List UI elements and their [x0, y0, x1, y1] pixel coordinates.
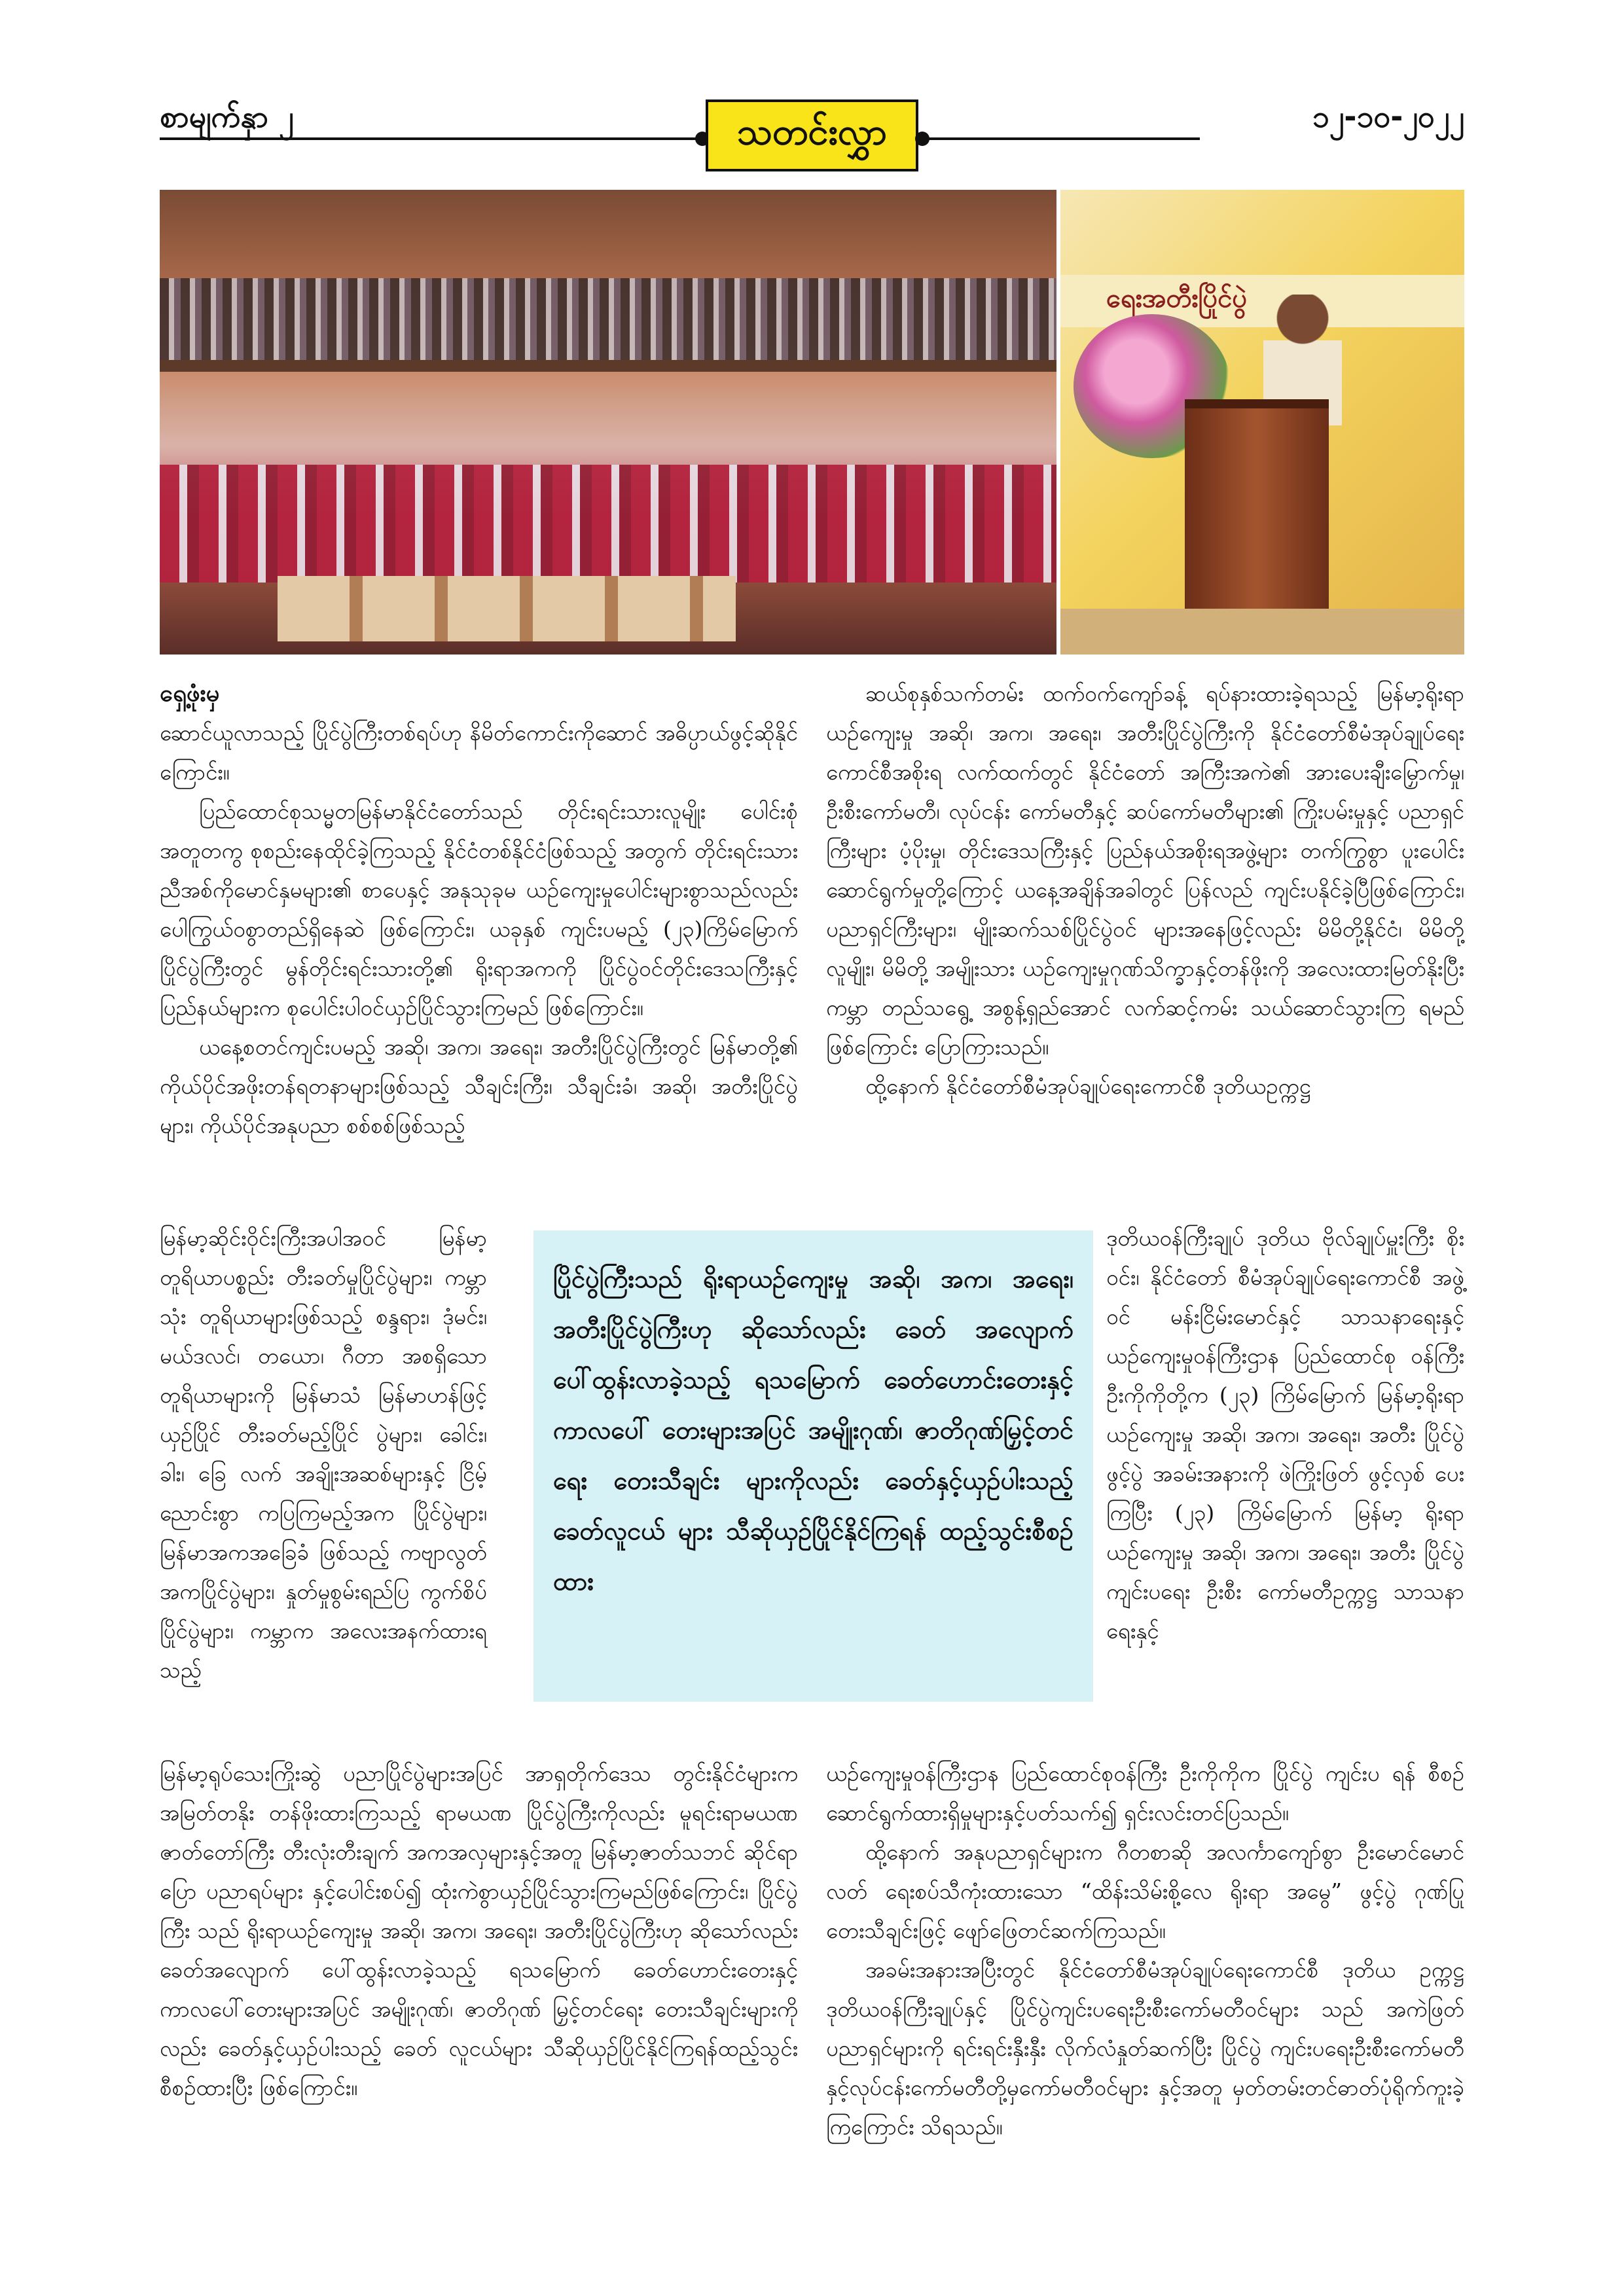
article-column-right-wrap: [1106, 1219, 1464, 1651]
auditorium-photo: [160, 190, 1056, 655]
masthead: သတင်းလွှာ: [706, 99, 918, 171]
article-paragraph: ပြည်ထောင်စုသမ္မတမြန်မာနိုင်ငံတော်သည် တိုင်းရင်းသားလူမျိုး ပေါင်းစုံ အတူတကွ စုစည်းနေထိုင်ခဲ့ကြသည့် နိုင်ငံတစ်နိုင်ငံဖြစ်သည့် အတွက် တိုင်းရင်းသားညီအစ်ကိုမောင်နှမများ၏ စာပေနှင့် အနုသုခုမ ယဉ်ကျေးမှုပေါင်းများစွာသည်လည်း ပေါကြွယ်ဝစွာတည်ရှိနေဆဲ ဖြစ်ကြောင်း၊ ယခုနှစ် ကျင်းပမည့် (၂၃)ကြိမ်မြောက် ပြိုင်ပွဲကြီးတွင် မွန်တိုင်းရင်းသားတို့၏ ရိုးရာအကကို ပြိုင်ပွဲဝင်တိုင်းဒေသကြီးနှင့် ပြည်နယ်များက စုပေါင်းပါဝင်ယှဉ်ပြိုင်သွားကြမည် ဖြစ်ကြောင်း။: [160, 798, 798, 1020]
balcony-rail: [160, 360, 1056, 372]
article-paragraph: ယဉ်ကျေးမှုဝန်ကြီးဌာန ပြည်ထောင်စုဝန်ကြီး ဦးကိုကိုက ပြိုင်ပွဲ ကျင်းပ ရန် စီစဉ်ဆောင်ရွက်ထားရှိမှုများနှင့်ပတ်သက်၍ ရှင်းလင်းတင်ပြသည်။: [826, 1761, 1464, 1825]
header-rule-left: [160, 137, 706, 140]
article-paragraph: ဆယ်စုနှစ်သက်တမ်း ထက်ဝက်ကျော်ခန့် ရပ်နားထားခဲ့ရသည့် မြန်မာ့ရိုးရာယဉ်ကျေးမှု အဆို၊ အက၊ အရေး၊ အတီးပြိုင်ပွဲကြီးကို နိုင်ငံတော်စီမံအုပ်ချုပ်ရေးကောင်စီအစိုးရ လက်ထက်တွင် နိုင်ငံတော် အကြီးအကဲ၏ အားပေးချီးမြှောက်မှု၊ ဦးစီးကော်မတီ၊ လုပ်ငန်း ကော်မတီနှင့် ဆပ်ကော်မတီများ၏ ကြိုးပမ်းမှုနှင့် ပညာရှင်ကြီးများ ပံ့ပိုးမှု၊ တိုင်းဒေသကြီးနှင့် ပြည်နယ်အစိုးရအဖွဲ့များ တက်ကြွစွာ ပူးပေါင်းဆောင်ရွက်မှုတို့ကြောင့် ယနေ့အချိန်အခါတွင် ပြန်လည် ကျင်းပနိုင်ခဲ့ပြီဖြစ်ကြောင်း၊ ပညာရှင်ကြီးများ၊ မျိုးဆက်သစ်ပြိုင်ပွဲဝင် များအနေဖြင့်လည်း မိမိတို့နိုင်ငံ၊ မိမိတို့လူမျိုး၊ မိမိတို့ အမျိုးသား ယဉ်ကျေးမှုဂုဏ်သိက္ခာနှင့်တန်ဖိုးကို အလေးထားမြတ်နိုးပြီး ကမ္ဘာ တည်သရွေ့ အစွန့်ရှည်အောင် လက်ဆင့်ကမ်း သယ်ဆောင်သွားကြ ရမည်ဖြစ်ကြောင်း ပြောကြားသည်။: [826, 681, 1464, 1060]
balcony-audience: [160, 278, 1056, 363]
article-paragraph: ထို့နောက် အနုပညာရှင်များက ဂီတစာဆို အလင်္ကာကျော်စွာ ဦးမောင်မောင်လတ် ရေးစပ်သီကုံးထားသော “ထိန်းသိမ်းစို့လေ ရိုးရာ အမွေ” ဖွင့်ပွဲ ဂုဏ်ပြုတေးသီချင်းဖြင့် ဖျော်ဖြေတင်ဆက်ကြသည်။: [826, 1839, 1464, 1943]
article-column-right-bottom: [826, 1754, 1464, 2147]
stage-banner-text: ရေးအတီးပြိုင်ပွဲ: [1106, 283, 1248, 314]
header-rule-right: [918, 137, 1200, 140]
issue-date: ၁၂-၁၀-၂၀၂၂: [1312, 99, 1464, 134]
article-paragraph: အခမ်းအနားအပြီးတွင် နိုင်ငံတော်စီမံအုပ်ချုပ်ရေးကောင်စီ ဒုတိယ ဥက္ကဋ္ဌ ဒုတိယဝန်ကြီးချုပ်နှင့် ပြိုင်ပွဲကျင်းပရေးဦးစီးကော်မတီဝင်များ သည် အကဲဖြတ်ပညာရှင်များကို ရင်းရင်းနှီးနှီး လိုက်လံနှုတ်ဆက်ပြီး ပြိုင်ပွဲ ကျင်းပရေးဦးစီးကော်မတီနှင့်လုပ်ငန်းကော်မတီတို့မှကော်မတီဝင်များ နှင့်အတူ မှတ်တမ်းတင်ဓာတ်ပုံရိုက်ကူးခဲ့ကြကြောင်း သိရသည်။: [826, 1957, 1464, 2140]
continued-from-label: ရှေ့ဖုံးမှ: [160, 680, 220, 707]
article-paragraph: ဒုတိယဝန်ကြီးချုပ် ဒုတိယ ဗိုလ်ချုပ်မှူးကြီး စိုးဝင်း၊ နိုင်ငံတော် စီမံအုပ်ချုပ်ရေးကောင်စီ အဖွဲ့ဝင် မန်းငြိမ်းမောင်နှင့် သာသနာရေးနှင့် ယဉ်ကျေးမှုဝန်ကြီးဌာန ပြည်ထောင်စု ဝန်ကြီး ဦးကိုကိုတို့က (၂၃) ကြိမ်မြောက် မြန်မာ့ရိုးရာ ယဉ်ကျေးမှု အဆို၊ အက၊ အရေး၊ အတီး ပြိုင်ပွဲဖွင့်ပွဲ အခမ်းအနားကို ဖဲကြိုးဖြတ် ဖွင့်လှစ် ပေးကြပြီး (၂၃) ကြိမ်မြောက် မြန်မာ့ ရိုးရာယဉ်ကျေးမှု အဆို၊ အက၊ အရေး၊ အတီး ပြိုင်ပွဲကျင်းပရေး ဦးစီး ကော်မတီဥက္ကဋ္ဌ သာသနာရေးနှင့်: [1106, 1225, 1464, 1643]
stage-floor: [1060, 609, 1464, 655]
front-row-guests: [278, 576, 736, 641]
speaker-photo: [1060, 190, 1464, 655]
article-column-left-wrap: [160, 1219, 487, 1690]
article-column-left-bottom: [160, 1754, 798, 2108]
article-paragraph: ထို့နောက် နိုင်ငံတော်စီမံအုပ်ချုပ်ရေးကောင်စီ ဒုတိယဥက္ကဋ္ဌ: [865, 1073, 1311, 1099]
article-column-right-top: [826, 674, 1464, 1106]
article-paragraph: မြန်မာ့ရုပ်သေးကြိုးဆွဲ ပညာပြိုင်ပွဲများအပြင် အာရှတိုက်ဒေသ တွင်းနိုင်ငံများက အမြတ်တနိုး တန်ဖိုးထားကြသည့် ရာမယဏ ပြိုင်ပွဲကြီးကိုလည်း မူရင်းရာမယဏ ဇာတ်တော်ကြီး တီးလုံးတီးချက် အကအလှများနှင့်အတူ မြန်မာ့ဇာတ်သဘင် ဆိုင်ရာ ပြော ပညာရပ်များ နှင့်ပေါင်းစပ်၍ ထုံးကဲစွာယှဉ်ပြိုင်သွားကြမည်ဖြစ်ကြောင်း၊ ပြိုင်ပွဲကြီး သည် ရိုးရာယဉ်ကျေးမှု အဆို၊ အက၊ အရေး၊ အတီးပြိုင်ပွဲကြီးဟု ဆိုသော်လည်း ခေတ်အလျောက် ပေါ်ထွန်းလာခဲ့သည့် ရသမြောက် ခေတ်ဟောင်းတေးနှင့် ကာလပေါ်တေးများအပြင် အမျိုးဂုဏ်၊ ဇာတိဂုဏ် မြှင့်တင်ရေး တေးသီချင်းများကိုလည်း ခေတ်နှင့်ယှဉ်ပါးသည့် ခေတ် လူငယ်များ သီဆိုယှဉ်ပြိုင်နိုင်ကြရန်ထည့်သွင်းစီစဉ်ထားပြီး ဖြစ်ကြောင်း။: [160, 1761, 798, 2100]
article-paragraph: မြန်မာ့ဆိုင်းဝိုင်းကြီးအပါအဝင် မြန်မာ့ တူရိယာပစ္စည်း တီးခတ်မှုပြိုင်ပွဲများ၊ ကမ္ဘာသုံး တူရိယာများဖြစ်သည့် စန္ဒရား၊ ဒုံမင်း၊ မယ်ဒလင်၊ တယော၊ ဂီတာ အစရှိသော တူရိယာများကို မြန်မာသံ မြန်မာဟန်ဖြင့် ယှဉ်ပြိုင် တီးခတ်မည့်ပြိုင် ပွဲများ၊ ခေါင်း၊ ခါး၊ ခြေ လက် အချိုးအဆစ်များနှင့် ငြိမ့်ညောင်းစွာ ကပြကြမည့်အက ပြိုင်ပွဲများ၊ မြန်မာအကအခြေခံ ဖြစ်သည့် ကဗျာလွတ်အကပြိုင်ပွဲများ၊ နှုတ်မှုစွမ်းရည်ပြ ကွက်စိပ် ပြိုင်ပွဲများ၊ ကမ္ဘာက အလေးအနက်ထားရသည့်: [160, 1225, 487, 1683]
page-number: စာမျက်နှာ ၂: [160, 99, 294, 134]
article-column-left-top: [160, 674, 798, 1145]
article-paragraph: ယနေ့စတင်ကျင်းပမည့် အဆို၊ အက၊ အရေး၊ အတီးပြိုင်ပွဲကြီးတွင် မြန်မာတို့၏ ကိုယ်ပိုင်အဖိုးတန်ရတနာများဖြစ်သည့် သီချင်းကြီး၊ သီချင်းခံ၊ အဆို၊ အတီးပြိုင်ပွဲများ၊ ကိုယ်ပိုင်အနုပညာ စစ်စစ်ဖြစ်သည့်: [160, 1034, 798, 1138]
pull-quote: ပြိုင်ပွဲကြီးသည် ရိုးရာယဉ်ကျေးမှု အဆို၊ အက၊ အရေး၊ အတီးပြိုင်ပွဲကြီးဟု ဆိုသော်လည်း ခေတ် အလျောက် ပေါ်ထွန်းလာခဲ့သည့် ရသမြောက် ခေတ်ဟောင်းတေးနှင့် ကာလပေါ် တေးများအပြင် အမျိုးဂုဏ်၊ ဇာတိဂုဏ်မြှင့်တင်ရေး တေးသီချင်း များကိုလည်း ခေတ်နှင့်ယှဉ်ပါးသည့် ခေတ်လူငယ် များ သီဆိုယှဉ်ပြိုင်နိုင်ကြရန် ထည့်သွင်းစီစဉ်ထား: [533, 1230, 1093, 1702]
article-paragraph: ဆောင်ယူလာသည့် ပြိုင်ပွဲကြီးတစ်ရပ်ဟု နိမိတ်ကောင်းကိုဆောင် အဓိပ္ပာယ်ဖွင့်ဆိုနိုင်ကြောင်း။: [160, 720, 798, 785]
